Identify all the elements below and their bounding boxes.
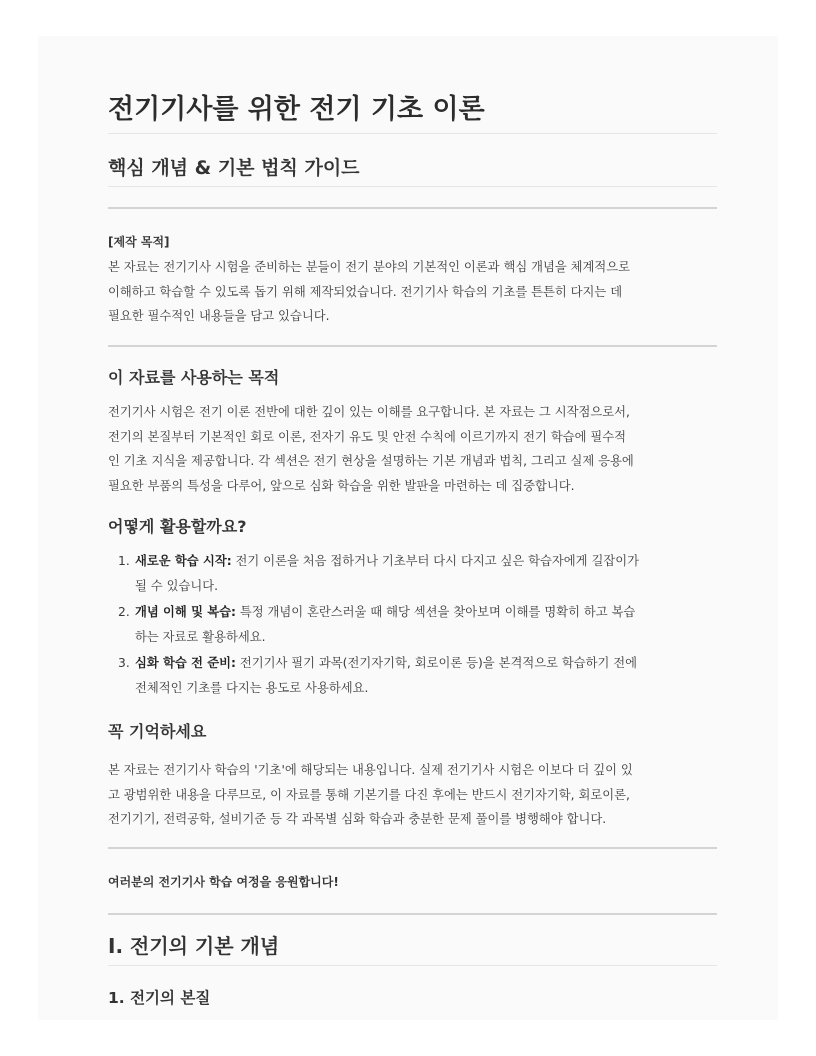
- list-item-text: 하는 자료로 활용하세요.: [135, 629, 266, 644]
- purpose-line: 본 자료는 전기기사 시험을 준비하는 분들이 전기 분야의 기본적인 이론과 핵심 개념을 체계적으로: [108, 260, 631, 274]
- section-title: I. 전기의 기본 개념: [108, 934, 280, 958]
- remember-line: 본 자료는 전기기사 학습의 '기초'에 해당되는 내용입니다. 실제 전기기사 시험은 이보다 더 깊이 있: [108, 763, 633, 777]
- list-number: 1.: [118, 554, 130, 568]
- divider: [108, 847, 717, 849]
- why-line: 필요한 부품의 특성을 다루어, 앞으로 심화 학습을 위한 발판을 마련하는 데 집중합니다.: [108, 478, 575, 493]
- list-item-text: 특정 개념이 혼란스러울 때 해당 섹션을 찾아보며 이해를 명확히 하고 복습: [235, 605, 636, 619]
- document-page: [38, 36, 778, 1020]
- subsection-title: 1. 전기의 본질: [108, 989, 211, 1007]
- remember-heading: 꼭 기억하세요: [108, 722, 207, 741]
- usage-list: [108, 549, 717, 702]
- why-line: 인 기초 지식을 제공합니다. 각 섹션은 전기 현상을 설명하는 기본 개념과 법칙, 그리고 실제 응용에: [108, 454, 634, 468]
- section-underline: [108, 965, 717, 966]
- why-line: 전기기사 시험은 전기 이론 전반에 대한 깊이 있는 이해를 요구합니다. 본 자료는 그 시작점으로서,: [108, 405, 630, 419]
- remember-line: 고 광범위한 내용을 다루므로, 이 자료를 통해 기본기를 다진 후에는 반드시 전기자기학, 회로이론,: [108, 787, 630, 802]
- purpose-line: 이해하고 학습할 수 있도록 돕기 위해 제작되었습니다. 전기기사 학습의 기초를 튼튼히 다지는 데: [108, 284, 623, 299]
- list-item: [108, 549, 717, 598]
- subtitle-underline: [108, 186, 717, 187]
- document-title: 전기기사를 위한 전기 기초 이론: [108, 94, 485, 125]
- list-item-text: 전체적인 기초를 다지는 용도로 사용하세요.: [135, 680, 369, 695]
- list-item-label: 새로운 학습 시작:: [135, 554, 232, 568]
- list-item: [108, 600, 717, 649]
- why-paragraph: [108, 400, 717, 498]
- list-number: 3.: [118, 656, 130, 670]
- purpose-paragraph: [108, 255, 717, 329]
- remember-paragraph: [108, 758, 717, 832]
- document-subtitle: 핵심 개념 & 기본 법칙 가이드: [108, 157, 360, 179]
- list-item: [108, 651, 717, 700]
- list-number: 2.: [118, 605, 130, 619]
- how-heading: 어떻게 활용할까요?: [108, 517, 247, 536]
- why-heading: 이 자료를 사용하는 목적: [108, 368, 280, 387]
- purpose-label: [제작 목적]: [108, 235, 170, 249]
- divider: [108, 207, 717, 209]
- divider: [108, 345, 717, 347]
- list-item-label: 개념 이해 및 복습:: [135, 605, 236, 619]
- remember-line: 전기기기, 전력공학, 설비기준 등 각 과목별 심화 학습과 충분한 문제 풀이를 병행해야 합니다.: [108, 812, 607, 826]
- list-item-text: 될 수 있습니다.: [135, 578, 218, 593]
- list-item-text: 전기기사 필기 과목(전기자기학, 회로이론 등)을 본격적으로 학습하기 전에: [235, 656, 638, 670]
- list-item-label: 심화 학습 전 준비:: [135, 656, 236, 670]
- list-item-text: 전기 이론을 처음 접하거나 기초부터 다시 다지고 싶은 학습자에게 길잡이가: [231, 554, 639, 568]
- title-underline: [108, 133, 717, 134]
- cheer-text: 여러분의 전기기사 학습 여정을 응원합니다!: [108, 875, 339, 889]
- purpose-line: 필요한 필수적인 내용들을 담고 있습니다.: [108, 309, 330, 323]
- why-line: 전기의 본질부터 기본적인 회로 이론, 전자기 유도 및 안전 수칙에 이르기까지 전기 학습에 필수적: [108, 429, 626, 444]
- divider: [108, 913, 717, 915]
